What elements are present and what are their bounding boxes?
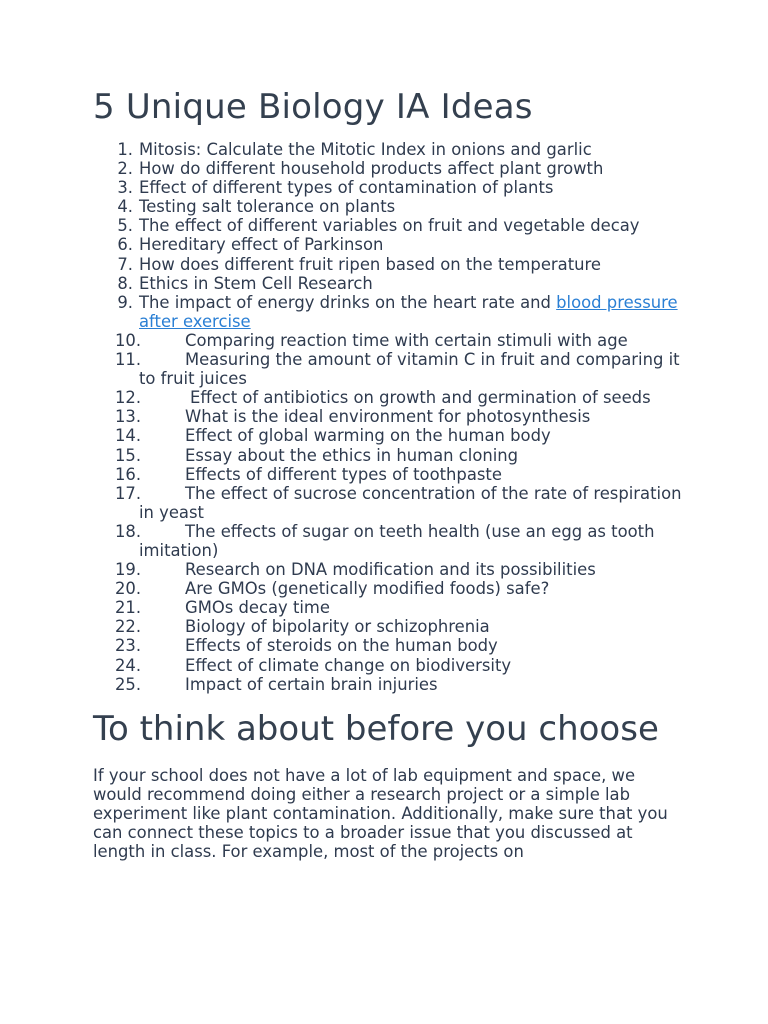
list-item	[93, 216, 683, 235]
list-item-text: Impact of certain brain injuries	[185, 674, 438, 694]
blood-pressure-link[interactable]: blood pressure after exercise	[139, 292, 678, 331]
list-item	[93, 293, 683, 331]
list-item	[93, 159, 683, 178]
list-item-text: Measuring the amount of vitamin C in fruit and comparing it to fruit juices	[139, 350, 680, 389]
list-item-number: 1.	[117, 140, 133, 159]
list-item-number: 16.	[115, 464, 142, 484]
list-item-number: 23.	[115, 636, 142, 656]
page-title: 5 Unique Biology IA Ideas	[93, 87, 533, 127]
list-item-number: 12.	[115, 388, 142, 408]
list-item-text: Essay about the ethics in human cloning	[185, 445, 519, 465]
list-item	[93, 255, 683, 274]
list-item-text: The effects of sugar on teeth health (use an egg as tooth imitation)	[139, 521, 655, 560]
list-item	[93, 407, 683, 426]
list-item	[93, 636, 683, 655]
list-item	[93, 140, 683, 159]
list-item-number: 5.	[117, 216, 133, 236]
list-item-text: How do different household products affect plant growth	[139, 159, 604, 179]
list-item-number: 19.	[115, 560, 142, 580]
list-item-number: 10.	[115, 330, 142, 350]
list-item-text: The effect of different variables on fruit and vegetable decay	[139, 216, 640, 236]
list-item-number: 13.	[115, 407, 142, 427]
list-item	[93, 598, 683, 617]
list-item	[93, 178, 683, 197]
list-item-number: 21.	[115, 598, 142, 618]
list-item-number: 2.	[117, 159, 133, 179]
list-item	[93, 656, 683, 675]
list-item	[93, 331, 683, 350]
list-item-text: Hereditary effect of Parkinson	[139, 235, 384, 255]
list-item-number: 6.	[117, 235, 133, 255]
section-heading: To think about before you choose	[93, 708, 659, 749]
list-item	[93, 446, 683, 465]
list-item-text: Effect of antibiotics on growth and germination of seeds	[190, 388, 651, 408]
list-item-number: 18.	[115, 521, 142, 541]
list-item	[93, 235, 683, 254]
list-item-number: 9.	[117, 292, 133, 312]
list-item-number: 25.	[115, 674, 142, 694]
list-item	[93, 197, 683, 216]
list-item	[93, 274, 683, 293]
list-item	[93, 426, 683, 445]
list-item-number: 22.	[115, 617, 142, 637]
body-paragraph: If your school does not have a lot of lab equipment and space, we would recommend doing either a research project or a simple lab experiment like plant contamination. Additionally, make sure that you can connect these topics to a broader issue that you discussed at length in class. For example, most of the projects on	[93, 765, 668, 862]
list-item-number: 14.	[115, 426, 142, 446]
list-item-text: The effect of sucrose concentration of the rate of respiration in yeast	[139, 483, 682, 522]
list-item-number: 4.	[117, 197, 133, 217]
list-item-number: 3.	[117, 178, 133, 198]
list-item-number: 11.	[115, 350, 142, 370]
list-item	[93, 484, 683, 522]
list-item-number: 8.	[117, 273, 133, 293]
list-item-number: 24.	[115, 655, 142, 675]
list-item-text: Research on DNA modification and its possibilities	[185, 560, 596, 580]
list-item-text: Effects of different types of toothpaste	[185, 464, 502, 484]
list-item-text: Testing salt tolerance on plants	[139, 197, 396, 217]
list-item	[93, 675, 683, 694]
list-item-text: GMOs decay time	[185, 598, 330, 618]
list-item-text: Comparing reaction time with certain stimuli with age	[185, 330, 628, 350]
list-item	[93, 560, 683, 579]
list-item-text: Effects of steroids on the human body	[185, 636, 498, 656]
list-item-text: Effect of different types of contamination of plants	[139, 178, 554, 198]
list-item-number: 15.	[115, 445, 142, 465]
list-item-number: 20.	[115, 579, 142, 599]
list-item	[93, 522, 683, 560]
list-item	[93, 388, 683, 407]
ideas-list	[93, 140, 683, 694]
list-item-text: Are GMOs (genetically modified foods) safe?	[185, 579, 550, 599]
list-item	[93, 617, 683, 636]
list-item-text: Effect of climate change on biodiversity	[185, 655, 512, 675]
list-item	[93, 579, 683, 598]
list-item-text: Biology of bipolarity or schizophrenia	[185, 617, 490, 637]
list-item	[93, 350, 683, 388]
list-item	[93, 465, 683, 484]
list-item-text: Effect of global warming on the human body	[185, 426, 551, 446]
list-item-text: The impact of energy drinks on the heart rate and	[139, 292, 557, 312]
list-item-text: Mitosis: Calculate the Mitotic Index in onions and garlic	[139, 140, 592, 159]
list-item-text: How does different fruit ripen based on the temperature	[139, 254, 601, 274]
list-item-text: Ethics in Stem Cell Research	[139, 273, 373, 293]
list-item-number: 17.	[115, 483, 142, 503]
article	[93, 86, 683, 861]
list-item-number: 7.	[117, 254, 133, 274]
list-item-text: What is the ideal environment for photosynthesis	[185, 407, 591, 427]
